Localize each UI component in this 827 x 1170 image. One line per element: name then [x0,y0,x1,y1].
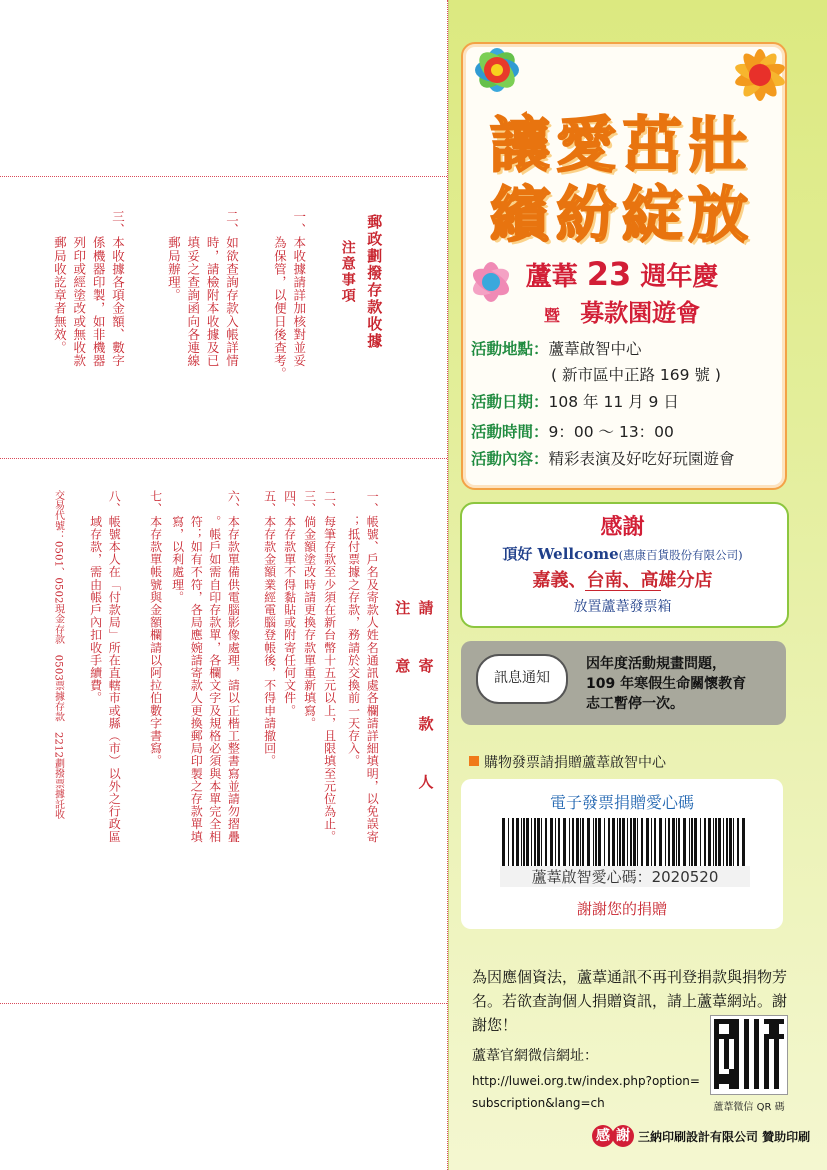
barcode-bar [558,818,560,868]
barcode-bar [668,818,670,868]
barcode-bar [534,818,536,868]
notice-line-1: 因年度活動規畫問題， [586,656,726,672]
barcode-bar [737,818,739,868]
barcode-bar [598,818,601,868]
content-value: 精彩表演及好吃好玩園遊會 [548,450,735,468]
barcode-bar [523,818,525,868]
barcode-bar [672,818,675,868]
barcode-bar [541,818,542,868]
fair-text: 募款園遊會 [580,299,701,327]
barcode-bar [678,818,680,868]
qr-module [774,1084,779,1089]
wechat-url[interactable] [472,1070,700,1114]
barcode-bar [508,818,509,868]
content-label: 活動內容： [471,450,549,468]
qr-caption: 蘆葦微信 QR 碼 [713,1102,785,1113]
barcode-bar [612,818,615,868]
qr-module [779,1034,784,1039]
event-title-line1: 讓愛茁壯 [490,111,754,181]
location-label: 活動地點： [471,340,549,358]
barcode-bar [526,818,529,868]
barcode-bar [723,818,724,868]
barcode-bar [572,818,574,868]
event-title-line2: 繽紛綻放 [490,181,754,251]
anniversary-prefix: 蘆葦 [525,262,578,292]
barcode-bar [545,818,547,868]
barcode-bar [622,818,625,868]
barcode-bar [604,818,605,868]
barcode-bar [742,818,745,868]
barcode-bar [531,818,532,868]
date-label: 活動日期： [471,393,549,411]
barcode-bar [726,818,728,868]
barcode-bar [691,818,693,868]
sponsor-name: 頂好 Wellcome [502,545,619,563]
barcode-bar [587,818,590,868]
barcode-bar [633,818,636,868]
einvoice-thanks: 謝謝您的捐贈 [576,900,667,918]
barcode-bar [659,818,662,868]
date-value: 108 年 11 月 9 日 [548,393,679,411]
receipt-item-1: 一、本收據請詳加核對並妥 為保管，以便日後查考。 [272,210,307,381]
barcode-caption: 蘆葦啟智愛心碼：2020520 [500,866,750,887]
address-row: ( 新市區中正路 169 號 ) [551,366,721,384]
depositor-item-3: 三、倘金額塗改時請更換存款單重新填寫。 [302,490,317,730]
qr-module [744,1084,749,1089]
barcode-bar [718,818,721,868]
depositor-item-8: 八、帳號本人在「付款局」所在直轄市或縣（市）以外之行政區 域存款，需由帳戶內扣收手續費。 [88,490,122,843]
barcode-bar [700,818,701,868]
time-value: 9：00 ～ 13：00 [548,423,674,441]
barcode-bar [646,818,649,868]
barcode-bar [537,818,540,868]
receipt-item-3: 三、本收據各項金額、數字 係機器印製，如非機器 列印或經塗改或無收款 郵局收訖章者無效。 [52,210,126,368]
barcode-bar [516,818,519,868]
barcode-bar [715,818,717,868]
barcode-bar [582,818,584,868]
barcode-bar [729,818,732,868]
barcode-bar [569,818,570,868]
depositor-item-2: 二、每筆存款至少須在新台幣十五元以上，且限填至元位為止。 [322,490,337,843]
barcode-bar [676,818,677,868]
wechat-url-line-1[interactable]: http://luwei.org.tw/index.php?option= [472,1074,700,1088]
time-label: 活動時間： [471,423,549,441]
notice-bubble-label: 訊息通知 [494,670,550,686]
einvoice-title: 電子發票捐贈愛心碼 [549,793,694,812]
and-text: 暨 [543,306,560,325]
footer-badge-1: 感 [592,1125,614,1147]
time-row [471,420,674,442]
privacy-text: 為因應個資法，蘆葦通訊不再刊登捐款與捐物芳名。若欲查詢個人捐贈資訊，請上蘆葦網站。謝謝您！ [472,968,788,1034]
barcode-bar [683,818,686,868]
thanks-title: 感謝 [600,514,645,540]
location-row [471,337,642,359]
notice-text [586,654,746,714]
anniversary-line [461,255,783,293]
barcode-bar [550,818,553,868]
receipt-item-2: 二、如欲查詢存款入帳詳情 時，請檢附本收據及已 填妥之查詢函向各連線 郵局辦理。 [166,210,240,368]
sponsor-line [460,543,785,564]
barcode-bar [630,818,632,868]
branches-underline [585,590,661,591]
anniversary-suffix: 週年慶 [640,262,719,292]
barcode-bar [708,818,711,868]
date-row [471,390,679,412]
receipt-subtitle: 注意事項 [339,240,356,304]
barcode [500,818,750,868]
qr-module [734,1084,739,1089]
barcode-bar [555,818,556,868]
cut-line-bottom [0,1003,447,1004]
barcode-bar [521,818,522,868]
barcode-bar [593,818,594,868]
content-row [471,447,735,469]
thanks-note: 放置蘆葦發票箱 [573,599,672,615]
barcode-bar [580,818,581,868]
receipt-title: 郵政劃撥存款收據 [365,214,384,350]
barcode-bar [608,818,610,868]
section-bullet-icon [469,756,479,766]
barcode-bar [617,818,618,868]
barcode-bar [665,818,666,868]
barcode-bar [689,818,690,868]
barcode-bar [627,818,628,868]
depositor-title: 請 寄 款 人 注 意 [393,600,435,832]
barcode-bar [694,818,697,868]
barcode-bar [502,818,505,868]
footer-printer: 三納印刷設計有限公司 贊助印刷 [638,1130,811,1144]
depositor-item-4: 四、本存款單不得黏貼或附寄任何文件。 [282,490,297,717]
sponsor-company: (惠康百貨股份有限公司) [618,548,743,562]
barcode-bar [619,818,621,868]
depositor-item-5: 五、本存款金額業經電腦登帳後，不得申請撤回。 [262,490,277,768]
footer-badge-2: 謝 [612,1125,634,1147]
qr-module [764,1084,769,1089]
depositor-item-6: 六、本存款單備供電腦影像處理，請以正楷工整書寫並請勿摺疊 。帳戶如需自印存款單，各欄文字及規格必須與本單完全相 符；如有不符，各局應婉請寄款人更換郵局印製之存款單填 寫，以利處理。 [170,490,241,843]
barcode-bar [563,818,566,868]
invoice-section-label: 購物發票請捐贈蘆葦啟智中心 [484,755,666,771]
wechat-label: 蘆葦官網微信網址： [472,1048,598,1064]
fair-line [461,293,783,328]
trade-codes: 交易代號：0501、0502現金存款 0503票據存款 2212劃撥票據託收 [52,490,64,820]
anniversary-number: 23 [586,255,632,293]
qr-module [754,1084,759,1089]
barcode-bar [733,818,734,868]
barcode-bar [595,818,597,868]
barcode-bar [641,818,643,868]
depositor-item-7: 七、本存款單帳號與金額欄請以阿拉伯數字書寫。 [148,490,163,768]
cut-line-top [0,176,447,177]
sponsor-branches: 嘉義、台南、高雄分店 [532,570,713,591]
barcode-bar [704,818,706,868]
location-value: 蘆葦啟智中心 [548,340,642,358]
notice-line-2: 109 年寒假生命關懷教育 [586,676,747,692]
barcode-bar [654,818,656,868]
qr-module [714,1084,719,1089]
barcode-bar [576,818,579,868]
qr-module [779,1019,784,1024]
depositor-item-1: 一、帳號、戶名及寄款人姓名通訊處各欄請詳細填明，以免誤寄 ；抵付票據之存款，務請於交換前一天存入。 [346,490,380,843]
wechat-url-line-2[interactable]: subscription&lang=ch [472,1096,605,1110]
barcode-bar [637,818,638,868]
barcode-bar [651,818,652,868]
barcode-bar [713,818,714,868]
qr-code [710,1015,788,1095]
barcode-bar [512,818,514,868]
notice-line-3: 志工暫停一次。 [586,696,684,712]
cut-line-middle [0,458,447,459]
